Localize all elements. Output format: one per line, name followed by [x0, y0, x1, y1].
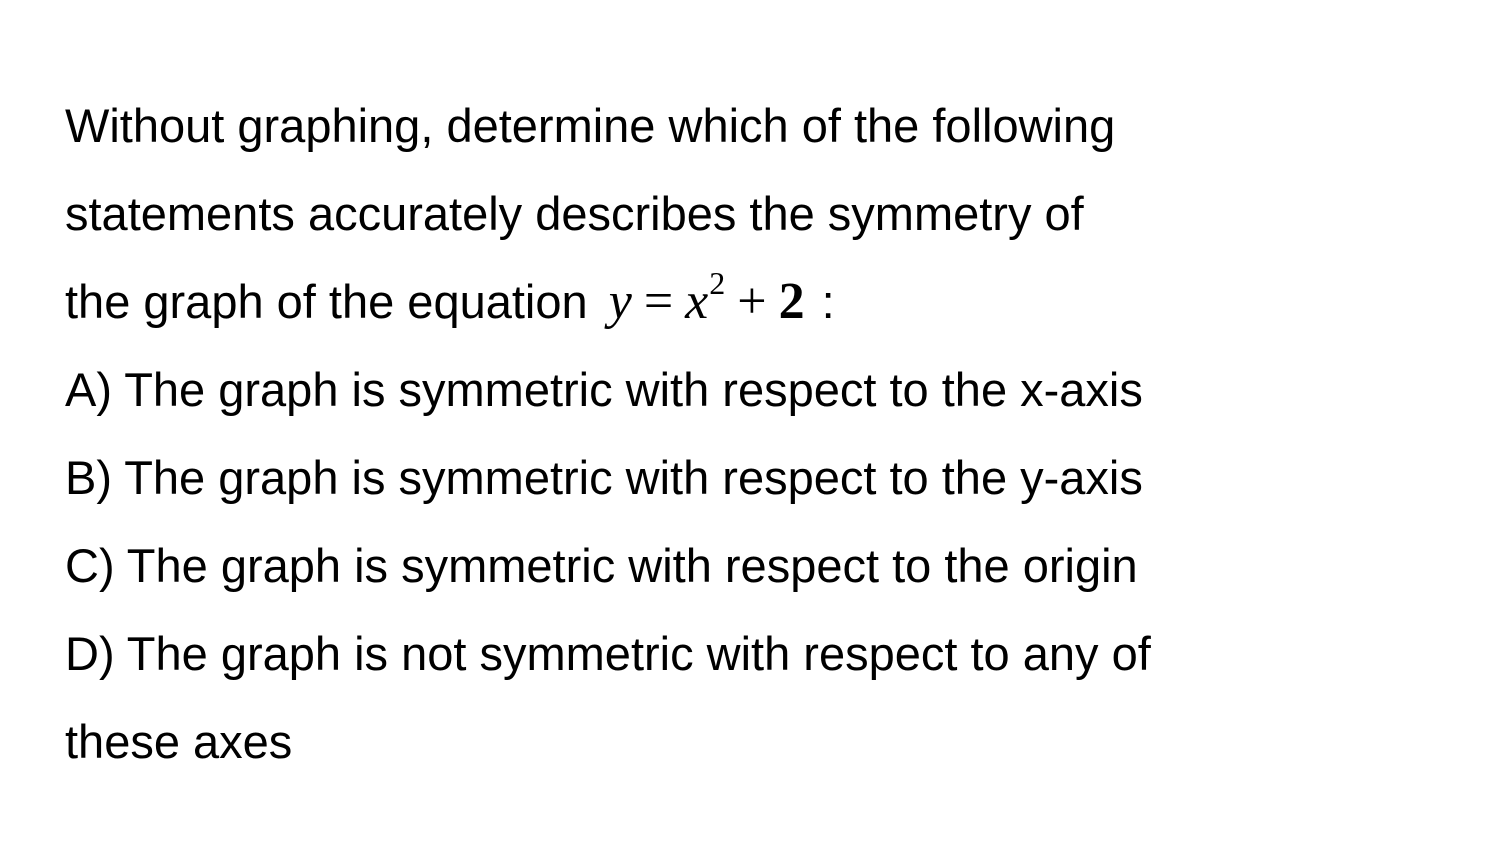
equation-constant: 2 [778, 273, 805, 330]
question-colon: : [821, 275, 835, 328]
option-d: D) The graph is not symmetric with respect to any of [65, 627, 1151, 680]
option-b: B) The graph is symmetric with respect to the y-axis [65, 451, 1143, 504]
equation-base: x [685, 273, 709, 330]
option-a: A) The graph is symmetric with respect to the x-axis [65, 363, 1143, 416]
question-line-1: Without graphing, determine which of the following [65, 99, 1116, 152]
question-line-2: statements accurately describes the symmetry of [65, 187, 1084, 240]
equation-exponent: 2 [709, 265, 726, 301]
equation-equals: = [643, 273, 674, 330]
equation [608, 265, 818, 330]
question-line-3-text: the graph of the equation [65, 275, 588, 328]
equation-lhs: y [608, 273, 632, 330]
option-c: C) The graph is symmetric with respect to the origin [65, 539, 1138, 592]
question-line-3 [65, 258, 1465, 346]
option-d-continuation: these axes [65, 715, 293, 768]
question-block [65, 82, 1465, 786]
equation-plus: + [737, 273, 767, 330]
